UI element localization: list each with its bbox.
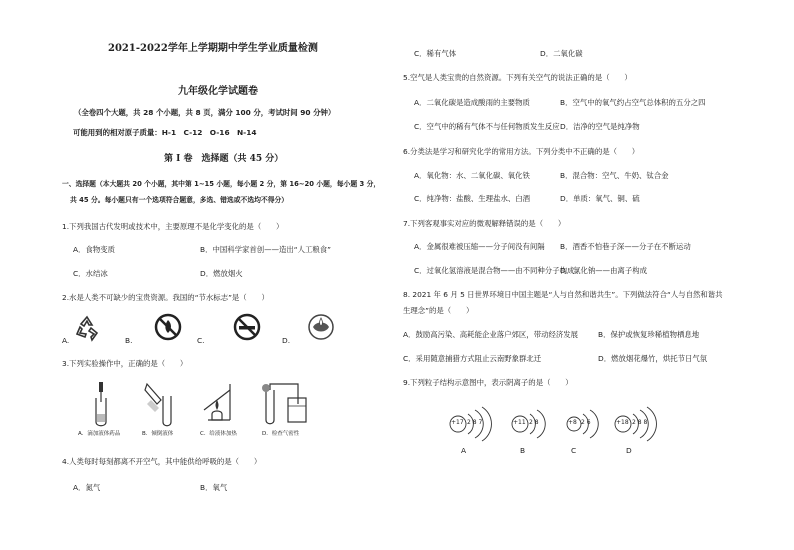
heating-liquid-figure bbox=[200, 380, 240, 428]
q1-option-c: C．水结冰 bbox=[73, 269, 108, 278]
q8-stem-line1: 8. 2021 年 6 月 5 日世界环境日中国主题是“人与自然和谐共生”。下列做法符合“人与自然和谐共 bbox=[403, 290, 723, 299]
atom-b-nucleus: +11 bbox=[513, 419, 526, 426]
no-smoking-sign-icon bbox=[233, 313, 261, 341]
exam-subtitle: 九年级化学试题卷 bbox=[178, 86, 258, 97]
q7-stem: 7.下列客观事实对应的微观解释错误的是（ ） bbox=[403, 219, 566, 228]
exam-note: （全卷四个大题，共 28 个小题，共 8 页，满分 100 分，考试时间 90 分钟） bbox=[74, 108, 336, 117]
q1-option-a: A．食物变质 bbox=[73, 245, 116, 254]
dropper-test-tube-figure bbox=[88, 380, 114, 428]
atom-b-shells: 2 8 bbox=[529, 419, 539, 426]
q8-option-d: D．燃放烟花爆竹，烘托节日气氛 bbox=[598, 354, 708, 363]
atom-a-nucleus: +17 bbox=[451, 419, 464, 426]
q7-option-d: D．氯化钠——由离子构成 bbox=[560, 266, 647, 275]
airtightness-check-figure bbox=[260, 380, 310, 428]
q8-option-b: B．保护或恢复珍稀植物栖息地 bbox=[598, 330, 700, 339]
q2-option-c: C. bbox=[197, 336, 205, 345]
q1-option-b: B．中国科学家首创——造出“人工粮食” bbox=[200, 245, 331, 254]
atom-d-nucleus: +18 bbox=[616, 419, 629, 426]
no-fire-sign-icon bbox=[154, 313, 182, 341]
water-saving-sign-icon bbox=[307, 313, 335, 341]
q3-option-d: D．检查气密性 bbox=[262, 431, 300, 437]
atom-c-nucleus: +8 bbox=[568, 419, 577, 426]
q2-option-b: B. bbox=[125, 336, 133, 345]
q4-stem: 4.人类每时每刻都离不开空气，其中能供给呼吸的是（ ） bbox=[62, 457, 262, 466]
q2-option-a: A. bbox=[62, 336, 70, 345]
q6-option-d: D．单质：氧气、铜、硫 bbox=[560, 194, 640, 203]
q5-option-a: A．二氧化碳是造成酸雨的主要物质 bbox=[414, 98, 530, 107]
q6-stem: 6.分类法是学习和研究化学的常用方法。下列分类中不正确的是（ ） bbox=[403, 147, 640, 156]
q6-option-c: C．纯净物：盐酸、生理盐水、白酒 bbox=[414, 194, 531, 203]
atom-a-shells: 2 8 7 bbox=[467, 419, 483, 426]
atom-d-shells: 2 8 8 bbox=[632, 419, 648, 426]
section-title: 第 I 卷 选择题（共 45 分） bbox=[164, 154, 284, 164]
q7-option-c: C．过氧化氢溶液是混合物——由不同种分子构成 bbox=[414, 266, 575, 275]
q3-option-c: C．给液体加热 bbox=[200, 431, 237, 437]
q4-option-d: D．二氧化碳 bbox=[540, 49, 583, 58]
q7-option-b: B．酒香不怕巷子深——分子在不断运动 bbox=[560, 242, 691, 251]
q1-option-d: D．燃放烟火 bbox=[200, 269, 243, 278]
q7-option-a: A．金属很难被压缩——分子间没有间隔 bbox=[414, 242, 545, 251]
q3-option-a: A．滴加液体药品 bbox=[78, 431, 121, 437]
q9-option-b: B bbox=[520, 446, 526, 455]
q3-option-b: B．倾倒液体 bbox=[142, 431, 174, 437]
q4-option-b: B．氧气 bbox=[200, 483, 228, 492]
q9-stem: 9.下列粒子结构示意图中，表示阴离子的是（ ） bbox=[403, 378, 573, 387]
q8-option-c: C．采用随意捕猎方式阻止云南野象群北迁 bbox=[403, 354, 542, 363]
q8-option-a: A．鼓励高污染、高耗能企业落户郊区，带动经济发展 bbox=[403, 330, 579, 339]
q8-stem-line2: 生理念”的是（ ） bbox=[403, 306, 474, 315]
q6-option-b: B．混合物：空气、牛奶、钛合金 bbox=[560, 171, 669, 180]
q5-option-c: C．空气中的稀有气体不与任何物质发生反应 bbox=[414, 122, 560, 131]
q5-option-b: B．空气中的氧气约占空气总体积的五分之四 bbox=[560, 98, 706, 107]
recycle-symbol-icon bbox=[72, 313, 102, 343]
q4-option-a: A．氮气 bbox=[73, 483, 101, 492]
q2-stem: 2.水是人类不可缺少的宝贵资源。我国的“节水标志”是（ ） bbox=[62, 293, 269, 302]
q9-option-c: C bbox=[571, 446, 577, 455]
exam-title: 2021-2022学年上学期期中学生学业质量检测 bbox=[108, 43, 318, 54]
q5-stem: 5.空气是人类宝贵的自然资源。下列有关空气的说法正确的是（ ） bbox=[403, 73, 632, 82]
q6-option-a: A．氧化物：水、二氧化碳、氧化铁 bbox=[414, 171, 530, 180]
atomic-masses: 可能用到的相对原子质量：H-1 C-12 O-16 N-14 bbox=[73, 128, 257, 137]
part-intro-line1: 一、选择题（本大题共 20 个小题，其中第 1~15 小题，每小题 2 分，第 16~20 小题，每小题 3 分， bbox=[62, 180, 381, 188]
part-intro-line2: 共 45 分。每小题只有一个选项符合题意，多选、错选或不选均不得分） bbox=[70, 196, 289, 204]
q9-option-d: D bbox=[626, 446, 632, 455]
q9-option-a: A bbox=[461, 446, 467, 455]
q5-option-d: D．洁净的空气是纯净物 bbox=[560, 122, 640, 131]
q4-option-c: C．稀有气体 bbox=[414, 49, 457, 58]
q2-option-d: D. bbox=[282, 336, 291, 345]
q1-stem: 1.下列我国古代发明或技术中，主要原理不是化学变化的是（ ） bbox=[62, 222, 284, 231]
q3-stem: 3.下列实验操作中，正确的是（ ） bbox=[62, 359, 188, 368]
atom-c-shells: 2 6 bbox=[581, 419, 591, 426]
pouring-liquid-figure bbox=[143, 380, 177, 428]
